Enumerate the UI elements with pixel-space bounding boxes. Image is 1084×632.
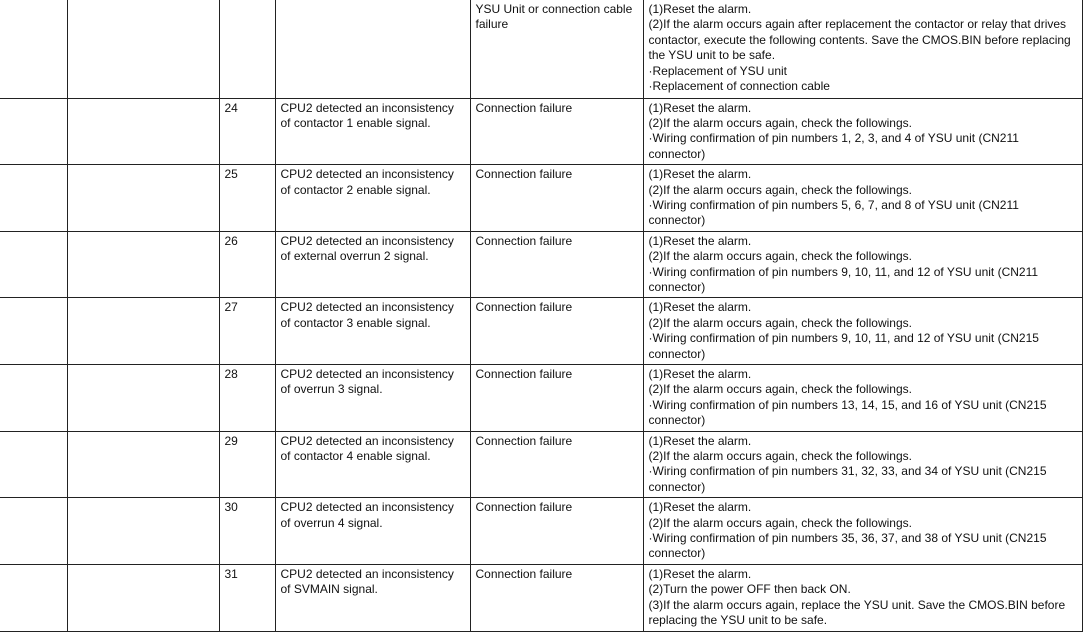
remedy-cell — [643, 431, 1082, 498]
description-text: CPU2 detected an inconsistency of overrun 3 signal. — [280, 367, 454, 397]
remedy-line: (1)Reset the alarm. — [648, 566, 752, 581]
description-text: CPU2 detected an inconsistency of contactor 3 enable signal. — [280, 300, 454, 330]
remedy-line: (1)Reset the alarm. — [648, 433, 752, 448]
remedy-line: (2)If the alarm occurs again, check the followings. — [648, 115, 912, 130]
remedy-line: (2)If the alarm occurs again, check the followings. — [648, 315, 912, 330]
subcategory-cell — [67, 0, 219, 98]
cause-cell — [470, 98, 643, 165]
cause-cell — [470, 165, 643, 232]
description-cell — [275, 431, 470, 498]
subcategory-cell — [67, 498, 219, 565]
cause-text: Connection failure — [475, 566, 573, 581]
description-cell — [275, 365, 470, 432]
remedy-line: ·Replacement of connection cable — [648, 79, 830, 94]
remedy-line: (2)If the alarm occurs again, check the followings. — [648, 249, 912, 264]
description-cell — [275, 165, 470, 232]
subcategory-cell — [67, 231, 219, 298]
subcategory-cell — [67, 564, 219, 631]
alarm-sub-code-cell: 30 — [219, 498, 275, 565]
remedy-line: (1)Reset the alarm. — [648, 233, 752, 248]
cause-cell — [470, 365, 643, 432]
description-text: CPU2 detected an inconsistency of contactor 1 enable signal. — [280, 100, 454, 130]
description-cell — [275, 498, 470, 565]
subcategory-cell — [67, 98, 219, 165]
remedy-line: (2)If the alarm occurs again, check the followings. — [648, 449, 912, 464]
description-text: CPU2 detected an inconsistency of contactor 4 enable signal. — [280, 433, 454, 464]
category-cell — [0, 0, 67, 98]
remedy-line: ·Replacement of YSU unit — [648, 63, 788, 78]
remedy-line: ·Wiring confirmation of pin numbers 1, 2, 3, and 4 of YSU unit (CN211 connector) — [648, 131, 1019, 161]
remedy-cell — [643, 98, 1082, 165]
alarm-sub-code-cell — [219, 0, 275, 98]
remedy-cell — [643, 0, 1082, 98]
table-row — [0, 564, 1082, 631]
remedy-line: ·Wiring confirmation of pin numbers 9, 10, 11, and 12 of YSU unit (CN211 connector) — [648, 264, 1039, 294]
table-row — [0, 431, 1082, 498]
remedy-cell — [643, 298, 1082, 365]
table-row — [0, 231, 1082, 298]
alarm-sub-code-cell: 29 — [219, 431, 275, 498]
alarm-sub-code-cell: 31 — [219, 564, 275, 631]
alarm-sub-code-cell: 27 — [219, 298, 275, 365]
description-cell — [275, 298, 470, 365]
cause-text: Connection failure — [475, 233, 573, 248]
cause-text: Connection failure — [475, 300, 573, 315]
description-text: CPU2 detected an inconsistency of external overrun 2 signal. — [280, 233, 454, 264]
cause-cell — [470, 564, 643, 631]
table-row — [0, 498, 1082, 565]
cause-cell — [470, 498, 643, 565]
remedy-line: ·Wiring confirmation of pin numbers 35, 36, 37, and 38 of YSU unit (CN215 connector) — [648, 531, 1047, 561]
remedy-cell — [643, 564, 1082, 631]
category-cell — [0, 98, 67, 165]
cause-cell — [470, 231, 643, 298]
category-cell — [0, 498, 67, 565]
table-row — [0, 98, 1082, 165]
remedy-cell — [643, 165, 1082, 232]
cause-text: Connection failure — [475, 433, 573, 448]
remedy-line: (2)If the alarm occurs again, check the followings. — [648, 515, 912, 530]
cause-cell — [470, 431, 643, 498]
description-cell — [275, 98, 470, 165]
remedy-line: (2)If the alarm occurs again after replacement the contactor or relay that drives contactor, execute the following contents. Save the CMOS.BIN before replacing the YSU unit to be safe. — [648, 17, 1071, 63]
cause-cell — [470, 0, 643, 98]
remedy-line: (2)If the alarm occurs again, check the followings. — [648, 382, 912, 397]
cause-text: Connection failure — [475, 167, 573, 182]
description-text: CPU2 detected an inconsistency of SVMAIN signal. — [280, 566, 454, 597]
remedy-line: (1)Reset the alarm. — [648, 2, 752, 16]
remedy-line: (2)If the alarm occurs again, check the followings. — [648, 182, 912, 197]
table-row — [0, 165, 1082, 232]
subcategory-cell — [67, 298, 219, 365]
subcategory-cell — [67, 365, 219, 432]
cause-text: YSU Unit or connection cable failure — [475, 2, 633, 32]
subcategory-cell — [67, 165, 219, 232]
remedy-line: (1)Reset the alarm. — [648, 300, 752, 315]
table-row — [0, 365, 1082, 432]
description-cell — [275, 0, 470, 98]
remedy-line: (2)Turn the power OFF then back ON. — [648, 582, 851, 597]
description-text: CPU2 detected an inconsistency of overrun 4 signal. — [280, 500, 454, 530]
alarm-sub-code-cell: 28 — [219, 365, 275, 432]
description-cell — [275, 564, 470, 631]
remedy-line: (1)Reset the alarm. — [648, 367, 752, 381]
remedy-line: ·Wiring confirmation of pin numbers 31, 32, 33, and 34 of YSU unit (CN215 connector) — [648, 464, 1047, 494]
remedy-cell — [643, 231, 1082, 298]
category-cell — [0, 165, 67, 232]
cause-cell — [470, 298, 643, 365]
subcategory-cell — [67, 431, 219, 498]
cause-text: Connection failure — [475, 500, 573, 515]
cause-text: Connection failure — [475, 367, 573, 381]
alarm-sub-code-cell: 25 — [219, 165, 275, 232]
table-row — [0, 298, 1082, 365]
table-row — [0, 0, 1082, 98]
remedy-line: ·Wiring confirmation of pin numbers 9, 10, 11, and 12 of YSU unit (CN215 connector) — [648, 331, 1039, 361]
category-cell — [0, 431, 67, 498]
remedy-line: (1)Reset the alarm. — [648, 500, 752, 515]
category-cell — [0, 298, 67, 365]
category-cell — [0, 365, 67, 432]
remedy-line: (3)If the alarm occurs again, replace the YSU unit. Save the CMOS.BIN before replacing the YSU unit to be safe. — [648, 597, 1066, 628]
remedy-line: (1)Reset the alarm. — [648, 167, 752, 182]
alarm-sub-code-cell: 26 — [219, 231, 275, 298]
description-text: CPU2 detected an inconsistency of contactor 2 enable signal. — [280, 167, 454, 197]
category-cell — [0, 231, 67, 298]
remedy-cell — [643, 365, 1082, 432]
remedy-cell — [643, 498, 1082, 565]
remedy-line: ·Wiring confirmation of pin numbers 5, 6, 7, and 8 of YSU unit (CN211 connector) — [648, 197, 1019, 228]
alarm-sub-code-cell: 24 — [219, 98, 275, 165]
remedy-line: (1)Reset the alarm. — [648, 100, 752, 115]
remedy-line: ·Wiring confirmation of pin numbers 13, 14, 15, and 16 of YSU unit (CN215 connector) — [648, 397, 1047, 428]
category-cell — [0, 564, 67, 631]
description-cell — [275, 231, 470, 298]
cause-text: Connection failure — [475, 100, 573, 115]
